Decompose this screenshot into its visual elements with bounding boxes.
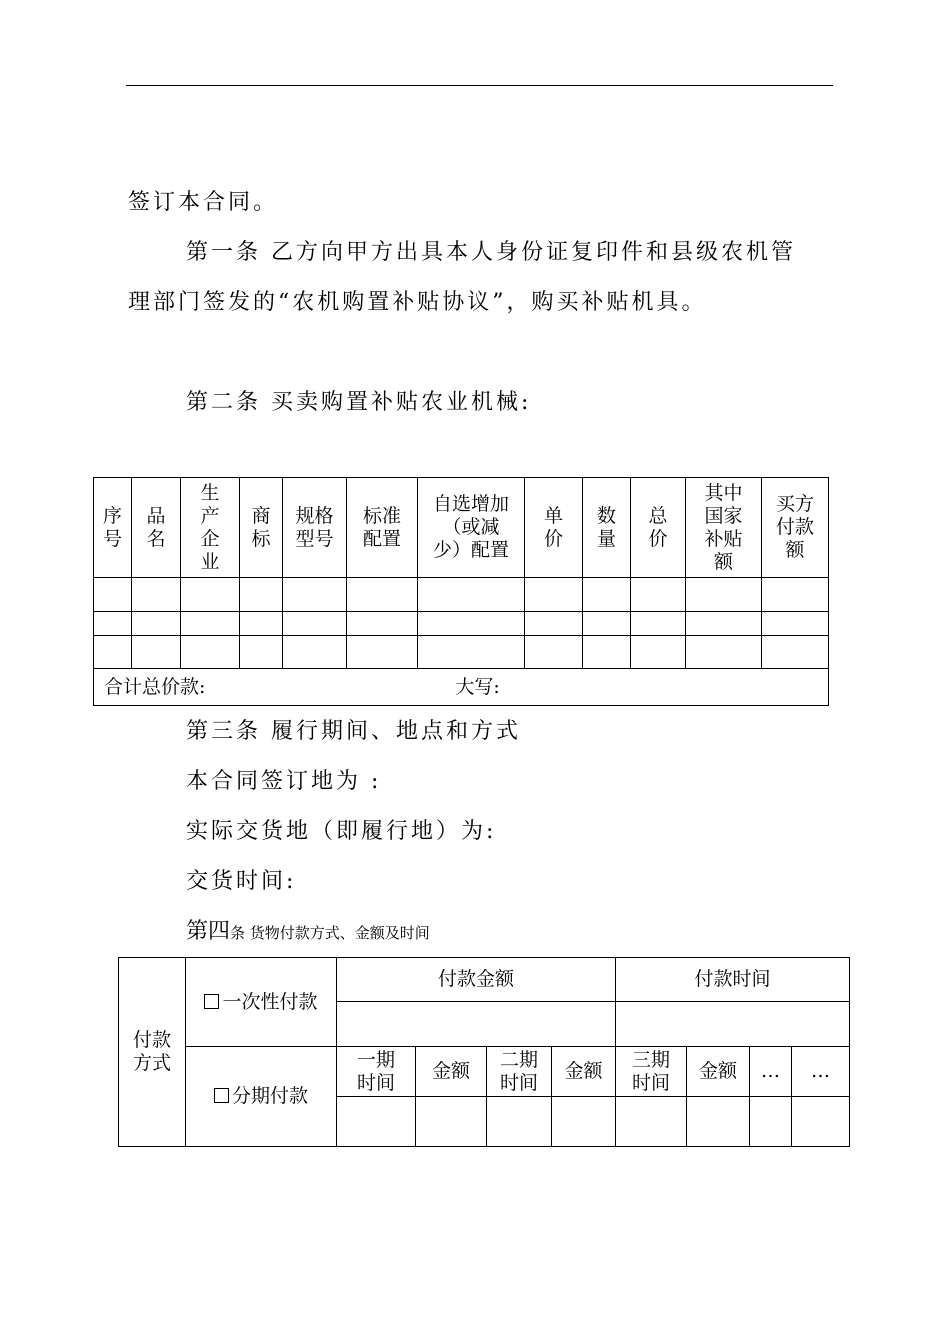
total-row <box>94 669 829 706</box>
col-header: 品 名 <box>132 478 181 578</box>
machinery-table <box>93 477 829 706</box>
col-header: 规格 型号 <box>283 478 347 578</box>
sub-header: … <box>792 1047 850 1097</box>
table-header-row <box>94 478 829 578</box>
col-header: 买方 付款 额 <box>762 478 829 578</box>
sub-header: 金额 <box>416 1047 487 1097</box>
sub-header: 金额 <box>687 1047 750 1097</box>
table-row <box>94 578 829 612</box>
article-4-heading <box>186 919 430 946</box>
checkbox-icon[interactable] <box>214 1088 229 1103</box>
article-4-title: 条 货物付款方式、金额及时间 <box>230 924 430 942</box>
sub-header: 三期 时间 <box>616 1047 687 1097</box>
amount-header: 付款金额 <box>337 958 616 1002</box>
article-4-number: 第四 <box>186 919 231 944</box>
payment-table <box>118 957 850 1147</box>
text-line: 签订本合同。 <box>128 190 279 215</box>
sub-header: 金额 <box>552 1047 616 1097</box>
lump-sum-label: 一次性付款 <box>222 990 318 1013</box>
col-header: 单 价 <box>525 478 583 578</box>
total-cell <box>94 669 829 706</box>
col-header: 总 价 <box>631 478 686 578</box>
article-1-line-2: 理部门签发的“农机购置补贴协议”，购买补贴机具。 <box>128 290 707 315</box>
col-header: 生 产 企 业 <box>181 478 240 578</box>
article-1-line-1: 第一条 乙方向甲方出具本人身份证复印件和县级农机管 <box>186 240 796 265</box>
daxie-label: 大写: <box>455 675 500 698</box>
installment-option[interactable] <box>186 1047 337 1147</box>
lump-amount-cell <box>337 1002 616 1047</box>
col-header: 其中 国家 补贴 额 <box>686 478 762 578</box>
col-header: 数 量 <box>583 478 631 578</box>
time-header: 付款时间 <box>616 958 850 1002</box>
col-header: 标准 配置 <box>347 478 418 578</box>
signing-place: 本合同签订地为 : <box>186 769 382 794</box>
payment-mode-label: 付款 方式 <box>119 958 186 1147</box>
delivery-time: 交货时间: <box>186 869 297 894</box>
table-row <box>94 636 829 669</box>
checkbox-icon[interactable] <box>204 994 219 1009</box>
article-3-heading: 第三条 履行期间、地点和方式 <box>186 719 521 744</box>
lump-sum-option[interactable] <box>186 958 337 1047</box>
installment-label: 分期付款 <box>231 1085 308 1107</box>
col-header: 序 号 <box>94 478 132 578</box>
sub-header: 一期 时间 <box>337 1047 416 1097</box>
delivery-place: 实际交货地（即履行地）为: <box>186 819 497 844</box>
article-2-heading: 第二条 买卖购置补贴农业机械: <box>186 390 532 415</box>
sub-header: 二期 时间 <box>487 1047 552 1097</box>
lump-time-cell <box>616 1002 850 1047</box>
sub-header: … <box>750 1047 792 1097</box>
col-header: 自选增加 （或减 少）配置 <box>418 478 525 578</box>
header-rule <box>126 85 833 86</box>
col-header: 商 标 <box>240 478 283 578</box>
total-label: 合计总价款: <box>104 675 206 698</box>
table-row <box>94 612 829 636</box>
